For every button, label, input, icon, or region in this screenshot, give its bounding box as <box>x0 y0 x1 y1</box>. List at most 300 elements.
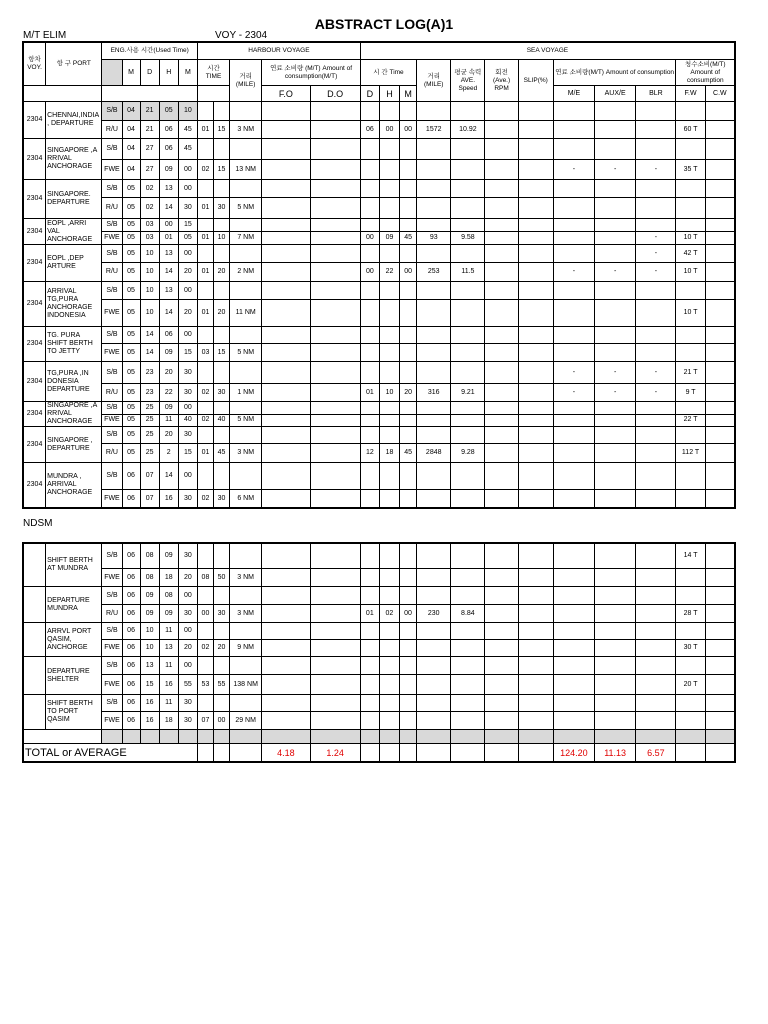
sea-empty <box>379 402 399 415</box>
cooling-water <box>705 160 734 180</box>
sea-slip <box>518 569 553 587</box>
harbour-time-minutes <box>214 463 230 490</box>
harbour-do <box>310 427 360 444</box>
eng-minute: 45 <box>178 139 197 160</box>
eng-day: 23 <box>140 362 159 384</box>
sea-empty <box>451 640 485 657</box>
port-name: MUNDRA , ARRIVAL ANCHORAGE <box>46 463 102 508</box>
sea-empty <box>399 544 416 569</box>
abstract-log-table <box>23 42 735 508</box>
eng-hour: 09 <box>159 544 178 569</box>
sea-auxe: - <box>595 384 636 402</box>
harbour-time-hours <box>197 282 213 300</box>
sea-days: 12 <box>360 444 379 463</box>
spacer-cell <box>553 730 594 744</box>
sea-rpm <box>485 139 518 160</box>
sea-empty <box>400 245 417 263</box>
eng-day: 25 <box>140 427 159 444</box>
sea-auxe <box>595 121 636 139</box>
voy-number: 2304 <box>24 219 46 245</box>
sea-slip <box>518 587 553 605</box>
voy-number: 2304 <box>24 402 46 427</box>
harbour-time-hours <box>197 427 213 444</box>
eng-minute: 20 <box>178 569 197 587</box>
voy-number: 2304 <box>24 245 46 282</box>
sea-auxe <box>595 657 636 675</box>
eng-minute: 55 <box>178 675 197 695</box>
sea-rpm <box>485 463 518 490</box>
log-row <box>24 444 735 463</box>
total-empty <box>451 744 485 762</box>
eng-minute: 20 <box>178 263 197 282</box>
eng-month: 05 <box>122 384 140 402</box>
sea-empty <box>360 712 379 730</box>
port-name: SINGAPORE. DEPARTURE <box>46 180 102 219</box>
harbour-mile: 7 NM <box>230 232 262 245</box>
sea-empty <box>360 245 379 263</box>
harbour-fo <box>262 282 310 300</box>
eng-hour: 08 <box>159 587 178 605</box>
sea-minutes: 00 <box>400 121 417 139</box>
sea-empty <box>360 102 379 121</box>
harbour-fo <box>262 362 310 384</box>
sea-empty <box>417 245 451 263</box>
cooling-water <box>705 623 734 640</box>
sea-empty <box>417 569 451 587</box>
cooling-water <box>705 463 734 490</box>
fresh-water: 9 T <box>676 384 705 402</box>
sea-rpm <box>485 414 518 427</box>
harbour-do <box>310 232 360 245</box>
sea-empty <box>417 102 451 121</box>
sea-me <box>553 327 594 344</box>
harbour-do <box>310 219 360 232</box>
harbour-time-hours: 01 <box>197 300 213 327</box>
sea-empty <box>417 160 451 180</box>
harbour-mile <box>230 362 262 384</box>
log-row <box>24 623 735 640</box>
port-name: EOPL ,ARRI VAL ANCHORAGE <box>46 219 102 245</box>
cooling-water <box>705 139 734 160</box>
eng-minute: 00 <box>178 657 197 675</box>
eng-hour: 13 <box>159 282 178 300</box>
sea-empty <box>451 675 485 695</box>
log-row <box>24 300 735 327</box>
eng-month: 04 <box>122 121 140 139</box>
sea-empty <box>451 569 485 587</box>
cooling-water <box>705 569 734 587</box>
sea-empty <box>417 300 451 327</box>
harbour-time-hours: 02 <box>197 160 213 180</box>
voy-number: 2304 <box>24 427 46 463</box>
sea-avg-speed: 9.21 <box>451 384 485 402</box>
eng-type: FWE <box>102 712 122 730</box>
sea-me <box>553 402 594 415</box>
sea-empty <box>417 198 451 219</box>
harbour-do <box>310 180 360 198</box>
sea-empty <box>360 180 379 198</box>
eng-month: 04 <box>122 139 140 160</box>
col-d: D <box>140 60 159 86</box>
sea-empty <box>399 623 416 640</box>
sea-empty <box>379 587 399 605</box>
sea-mile: 1572 <box>417 121 451 139</box>
sea-auxe <box>595 102 636 121</box>
sea-auxe <box>595 544 636 569</box>
spacer-cell <box>417 730 451 744</box>
spacer-cell <box>379 730 399 744</box>
sea-rpm <box>485 121 518 139</box>
total-empty <box>417 744 451 762</box>
abstract-log-table-continued <box>23 543 735 762</box>
harbour-time-minutes <box>213 544 229 569</box>
sea-me <box>553 490 594 508</box>
spacer-row <box>24 730 735 744</box>
spacer-cell <box>360 730 379 744</box>
sea-slip <box>518 695 553 712</box>
sea-days: 00 <box>360 232 379 245</box>
fresh-water <box>676 139 705 160</box>
harbour-time-hours: 01 <box>197 263 213 282</box>
sea-empty <box>400 427 417 444</box>
sea-empty <box>400 219 417 232</box>
sea-auxe <box>595 414 636 427</box>
harbour-fo <box>262 640 310 657</box>
harbour-do <box>310 712 360 730</box>
sea-minutes: 20 <box>400 384 417 402</box>
eng-month: 05 <box>122 282 140 300</box>
port-name: EOPL ,DEP ARTURE <box>46 245 102 282</box>
sea-empty <box>360 362 379 384</box>
spacer-cell <box>230 730 262 744</box>
eng-type: S/B <box>102 695 122 712</box>
sea-minutes: 00 <box>399 605 416 623</box>
spacer-cell <box>310 730 360 744</box>
sea-empty <box>400 198 417 219</box>
log-row <box>24 490 735 508</box>
spacer-cell <box>197 730 213 744</box>
col-type-blank <box>102 60 122 86</box>
sea-days: 06 <box>360 121 379 139</box>
sea-empty <box>417 362 451 384</box>
harbour-mile <box>230 219 262 232</box>
harbour-mile: 29 NM <box>230 712 262 730</box>
voy-number <box>24 657 46 695</box>
eng-hour: 00 <box>159 219 178 232</box>
eng-hour: 05 <box>159 102 178 121</box>
sea-blr <box>636 712 676 730</box>
sea-empty <box>451 712 485 730</box>
sea-empty <box>379 712 399 730</box>
sea-empty <box>399 712 416 730</box>
col-rpm: 회전 (Ave.) RPM <box>485 60 518 102</box>
eng-hour: 14 <box>159 463 178 490</box>
totals-label: TOTAL or AVERAGE <box>24 744 198 762</box>
sea-empty <box>379 219 399 232</box>
sea-rpm <box>485 402 518 415</box>
sea-me: - <box>553 263 594 282</box>
sea-empty <box>379 282 399 300</box>
sea-auxe <box>595 219 636 232</box>
harbour-time-hours: 00 <box>197 605 213 623</box>
eng-day: 03 <box>140 219 159 232</box>
voy-number: 2304 <box>24 180 46 219</box>
harbour-do <box>310 344 360 362</box>
sea-empty <box>360 463 379 490</box>
sea-empty <box>400 463 417 490</box>
sea-rpm <box>485 232 518 245</box>
total-empty <box>518 744 553 762</box>
sea-empty <box>400 402 417 415</box>
port-name: CHENNAI,INDIA , DEPARTURE <box>46 102 102 139</box>
eng-month: 05 <box>122 362 140 384</box>
harbour-fo <box>262 102 310 121</box>
sea-blr <box>636 569 676 587</box>
harbour-mile: 2 NM <box>230 263 262 282</box>
eng-month: 06 <box>122 675 140 695</box>
sea-empty <box>451 695 485 712</box>
eng-type: S/B <box>102 657 122 675</box>
eng-type: FWE <box>102 232 122 245</box>
harbour-fo <box>262 139 310 160</box>
sea-empty <box>379 695 399 712</box>
port-name: TG,PURA ,IN DONESIA DEPARTURE <box>46 362 102 402</box>
sea-blr <box>636 139 676 160</box>
spacer-cell <box>399 730 416 744</box>
eng-day: 07 <box>140 463 159 490</box>
eng-month: 06 <box>122 623 140 640</box>
spacer-cell <box>518 730 553 744</box>
sea-empty <box>379 327 399 344</box>
sea-empty <box>399 695 416 712</box>
sea-rpm <box>485 282 518 300</box>
sea-me: - <box>553 160 594 180</box>
eng-day: 09 <box>140 605 159 623</box>
eng-type: S/B <box>102 463 122 490</box>
sea-empty <box>451 414 485 427</box>
sea-auxe <box>595 282 636 300</box>
cooling-water <box>705 327 734 344</box>
harbour-mile: 5 NM <box>230 344 262 362</box>
sea-blr <box>636 605 676 623</box>
sea-empty <box>451 219 485 232</box>
sea-auxe <box>595 640 636 657</box>
sea-avg-speed: 9.28 <box>451 444 485 463</box>
sea-hours: 00 <box>379 121 399 139</box>
eng-month: 05 <box>122 300 140 327</box>
eng-hour: 06 <box>159 139 178 160</box>
eng-day: 07 <box>140 490 159 508</box>
harbour-fo <box>262 160 310 180</box>
harbour-mile: 5 NM <box>230 414 262 427</box>
harbour-do <box>310 245 360 263</box>
eng-type: FWE <box>102 160 122 180</box>
fresh-water: 14 T <box>676 544 705 569</box>
eng-month: 05 <box>122 219 140 232</box>
sea-empty <box>417 402 451 415</box>
sea-empty <box>379 160 399 180</box>
harbour-mile: 3 NM <box>230 605 262 623</box>
eng-type: FWE <box>102 300 122 327</box>
harbour-fo <box>262 300 310 327</box>
harbour-do <box>310 490 360 508</box>
eng-day: 02 <box>140 198 159 219</box>
harbour-fo <box>262 402 310 415</box>
sea-empty <box>360 344 379 362</box>
sea-rpm <box>485 198 518 219</box>
eng-day: 25 <box>140 444 159 463</box>
cooling-water <box>705 121 734 139</box>
harbour-time-minutes <box>214 245 230 263</box>
sea-empty <box>379 414 399 427</box>
harbour-mile: 3 NM <box>230 121 262 139</box>
eng-day: 02 <box>140 180 159 198</box>
cooling-water <box>705 232 734 245</box>
port-name: ARRVL PORT QASIM, ANCHORGE <box>46 623 102 657</box>
voyage-number: VOY - 2304 <box>215 30 268 41</box>
cooling-water <box>705 427 734 444</box>
harbour-time-minutes <box>214 102 230 121</box>
sea-slip <box>518 427 553 444</box>
sea-slip <box>518 180 553 198</box>
harbour-fo <box>262 219 310 232</box>
sea-hours: 02 <box>379 605 399 623</box>
sea-empty <box>399 657 416 675</box>
sea-rpm <box>485 344 518 362</box>
harbour-time-minutes: 40 <box>214 414 230 427</box>
harbour-time-minutes: 00 <box>213 712 229 730</box>
sea-empty <box>360 640 379 657</box>
sea-blr <box>636 623 676 640</box>
fresh-water: 10 T <box>676 232 705 245</box>
harbour-fo <box>262 414 310 427</box>
sea-mile: 93 <box>417 232 451 245</box>
sea-rpm <box>485 245 518 263</box>
sea-auxe <box>595 402 636 415</box>
sea-blr <box>636 427 676 444</box>
eng-hour: 11 <box>159 623 178 640</box>
port-name: SHIFT BERTH TO PORT QASIM <box>46 695 102 730</box>
harbour-time-hours: 07 <box>197 712 213 730</box>
sea-auxe <box>595 569 636 587</box>
sea-slip <box>518 198 553 219</box>
cooling-water <box>705 712 734 730</box>
eng-type: FWE <box>102 675 122 695</box>
eng-hour: 06 <box>159 121 178 139</box>
harbour-time-minutes: 30 <box>213 605 229 623</box>
eng-day: 10 <box>140 623 159 640</box>
sea-mile: 2848 <box>417 444 451 463</box>
harbour-do <box>310 605 360 623</box>
sea-blr <box>636 344 676 362</box>
eng-hour: 20 <box>159 427 178 444</box>
eng-minute: 00 <box>178 160 197 180</box>
harbour-time-hours: 01 <box>197 198 213 219</box>
eng-type: S/B <box>102 623 122 640</box>
eng-minute: 15 <box>178 444 197 463</box>
harbour-mile <box>230 139 262 160</box>
eng-type: FWE <box>102 414 122 427</box>
harbour-fo <box>262 121 310 139</box>
sea-empty <box>379 362 399 384</box>
sea-empty <box>417 414 451 427</box>
eng-day: 10 <box>140 245 159 263</box>
sea-empty <box>379 675 399 695</box>
eng-day: 13 <box>140 657 159 675</box>
vessel-name: M/T ELIM <box>23 30 67 41</box>
sea-empty <box>360 623 379 640</box>
sea-auxe <box>595 427 636 444</box>
eng-minute: 30 <box>178 695 197 712</box>
eng-month: 06 <box>122 640 140 657</box>
harbour-time-hours <box>197 544 213 569</box>
sea-auxe <box>595 139 636 160</box>
sea-blr <box>636 402 676 415</box>
voy-port-spacer <box>24 86 102 102</box>
sea-empty <box>400 362 417 384</box>
log-row <box>24 102 735 121</box>
eng-month: 06 <box>122 569 140 587</box>
col-port: 항 구 PORT <box>46 43 102 86</box>
harbour-do <box>310 414 360 427</box>
sea-blr <box>636 675 676 695</box>
sea-slip <box>518 490 553 508</box>
sea-auxe <box>595 300 636 327</box>
fresh-water <box>676 282 705 300</box>
harbour-mile: 138 NM <box>230 675 262 695</box>
cooling-water <box>705 384 734 402</box>
sea-blr <box>636 198 676 219</box>
sea-blr <box>636 414 676 427</box>
sea-blr <box>636 657 676 675</box>
eng-type: R/U <box>102 198 122 219</box>
eng-month: 05 <box>122 327 140 344</box>
sea-rpm <box>485 490 518 508</box>
eng-type: FWE <box>102 640 122 657</box>
sea-empty <box>451 490 485 508</box>
sea-me <box>553 282 594 300</box>
eng-month: 05 <box>122 402 140 415</box>
fresh-water: 10 T <box>676 263 705 282</box>
cooling-water <box>705 245 734 263</box>
eng-month: 05 <box>122 444 140 463</box>
sea-empty <box>379 139 399 160</box>
log-row <box>24 198 735 219</box>
eng-type: R/U <box>102 605 122 623</box>
eng-minute: 00 <box>178 623 197 640</box>
eng-day: 16 <box>140 695 159 712</box>
eng-day: 25 <box>140 414 159 427</box>
voy-number <box>24 544 46 587</box>
total-fw <box>676 744 705 762</box>
harbour-mile <box>230 695 262 712</box>
eng-day: 08 <box>140 569 159 587</box>
sea-rpm <box>485 544 518 569</box>
sea-empty <box>417 427 451 444</box>
sea-empty <box>379 544 399 569</box>
sea-auxe <box>595 623 636 640</box>
harbour-fo <box>262 569 310 587</box>
spacer-cell <box>178 730 197 744</box>
sea-empty <box>360 569 379 587</box>
sea-me <box>553 180 594 198</box>
eng-minute: 00 <box>178 463 197 490</box>
sea-empty <box>417 344 451 362</box>
sea-auxe: - <box>595 362 636 384</box>
eng-day: 14 <box>140 344 159 362</box>
sea-empty <box>360 160 379 180</box>
sea-empty <box>399 587 416 605</box>
